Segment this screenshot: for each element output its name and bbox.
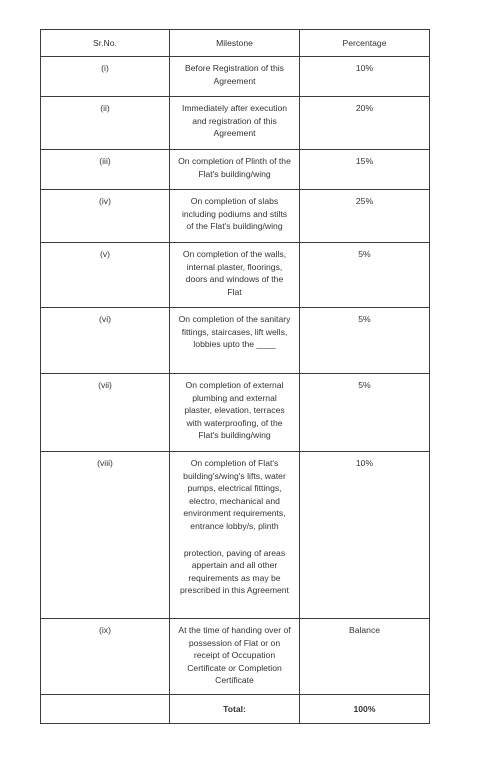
- table-row: [41, 150, 430, 190]
- sr-no-cell: (ix): [41, 619, 170, 695]
- sr-no-cell: (vii): [41, 374, 170, 452]
- table-row: [41, 452, 430, 537]
- milestone-cell: On completion of the sanitary fittings, staircases, lift wells, lobbies upto the ____: [170, 308, 300, 374]
- sr-no-cell: (i): [41, 57, 170, 97]
- table-row: [41, 57, 430, 97]
- percentage-cell: 10%: [300, 452, 430, 537]
- milestone-cell: Immediately after execution and registration of this Agreement: [170, 97, 300, 150]
- header-milestone: Milestone: [170, 30, 300, 57]
- milestone-cell: On completion of Flat's building's/wing's lifts, water pumps, electrical fittings, electro, mechanical and environment requirements, entrance lobby/s, plinth: [170, 452, 300, 537]
- percentage-cell: 20%: [300, 97, 430, 150]
- table-row-continued: [41, 537, 430, 619]
- milestone-cell: On completion of external plumbing and external plaster, elevation, terraces with waterproofing, of the Flat's building/wing: [170, 374, 300, 452]
- milestone-cell: Before Registration of this Agreement: [170, 57, 300, 97]
- milestone-cell: On completion of slabs including podiums and stilts of the Flat's building/wing: [170, 190, 300, 243]
- sr-no-cell: (iii): [41, 150, 170, 190]
- percentage-cell: 5%: [300, 308, 430, 374]
- sr-no-cell: (viii): [41, 452, 170, 537]
- total-percentage: 100%: [300, 695, 430, 724]
- header-sr-no: Sr.No.: [41, 30, 170, 57]
- table-row: [41, 619, 430, 695]
- milestone-cell: On completion of Plinth of the Flat's building/wing: [170, 150, 300, 190]
- total-sr-no-cell: [41, 695, 170, 724]
- table-row: [41, 308, 430, 374]
- percentage-cell: 5%: [300, 374, 430, 452]
- table-row: [41, 374, 430, 452]
- payment-schedule-table: [40, 29, 430, 724]
- milestone-cell-continued: protection, paving of areas appertain and all other requirements as may be prescribed in this Agreement: [170, 537, 300, 619]
- percentage-cell: 25%: [300, 190, 430, 243]
- milestone-cell: At the time of handing over of possession of Flat or on receipt of Occupation Certificate or Completion Certificate: [170, 619, 300, 695]
- total-row: [41, 695, 430, 724]
- table-row: [41, 190, 430, 243]
- sr-no-cell: (v): [41, 243, 170, 308]
- percentage-cell: 10%: [300, 57, 430, 97]
- total-label: Total:: [170, 695, 300, 724]
- percentage-cell: Balance: [300, 619, 430, 695]
- percentage-cell-continued: [300, 537, 430, 619]
- table-row: [41, 243, 430, 308]
- sr-no-cell: (vi): [41, 308, 170, 374]
- header-percentage: Percentage: [300, 30, 430, 57]
- sr-no-cell-continued: [41, 537, 170, 619]
- table-row: [41, 97, 430, 150]
- sr-no-cell: (iv): [41, 190, 170, 243]
- sr-no-cell: (ii): [41, 97, 170, 150]
- table-header-row: [41, 30, 430, 57]
- percentage-cell: 15%: [300, 150, 430, 190]
- milestone-cell: On completion of the walls, internal plaster, floorings, doors and windows of the Flat: [170, 243, 300, 308]
- percentage-cell: 5%: [300, 243, 430, 308]
